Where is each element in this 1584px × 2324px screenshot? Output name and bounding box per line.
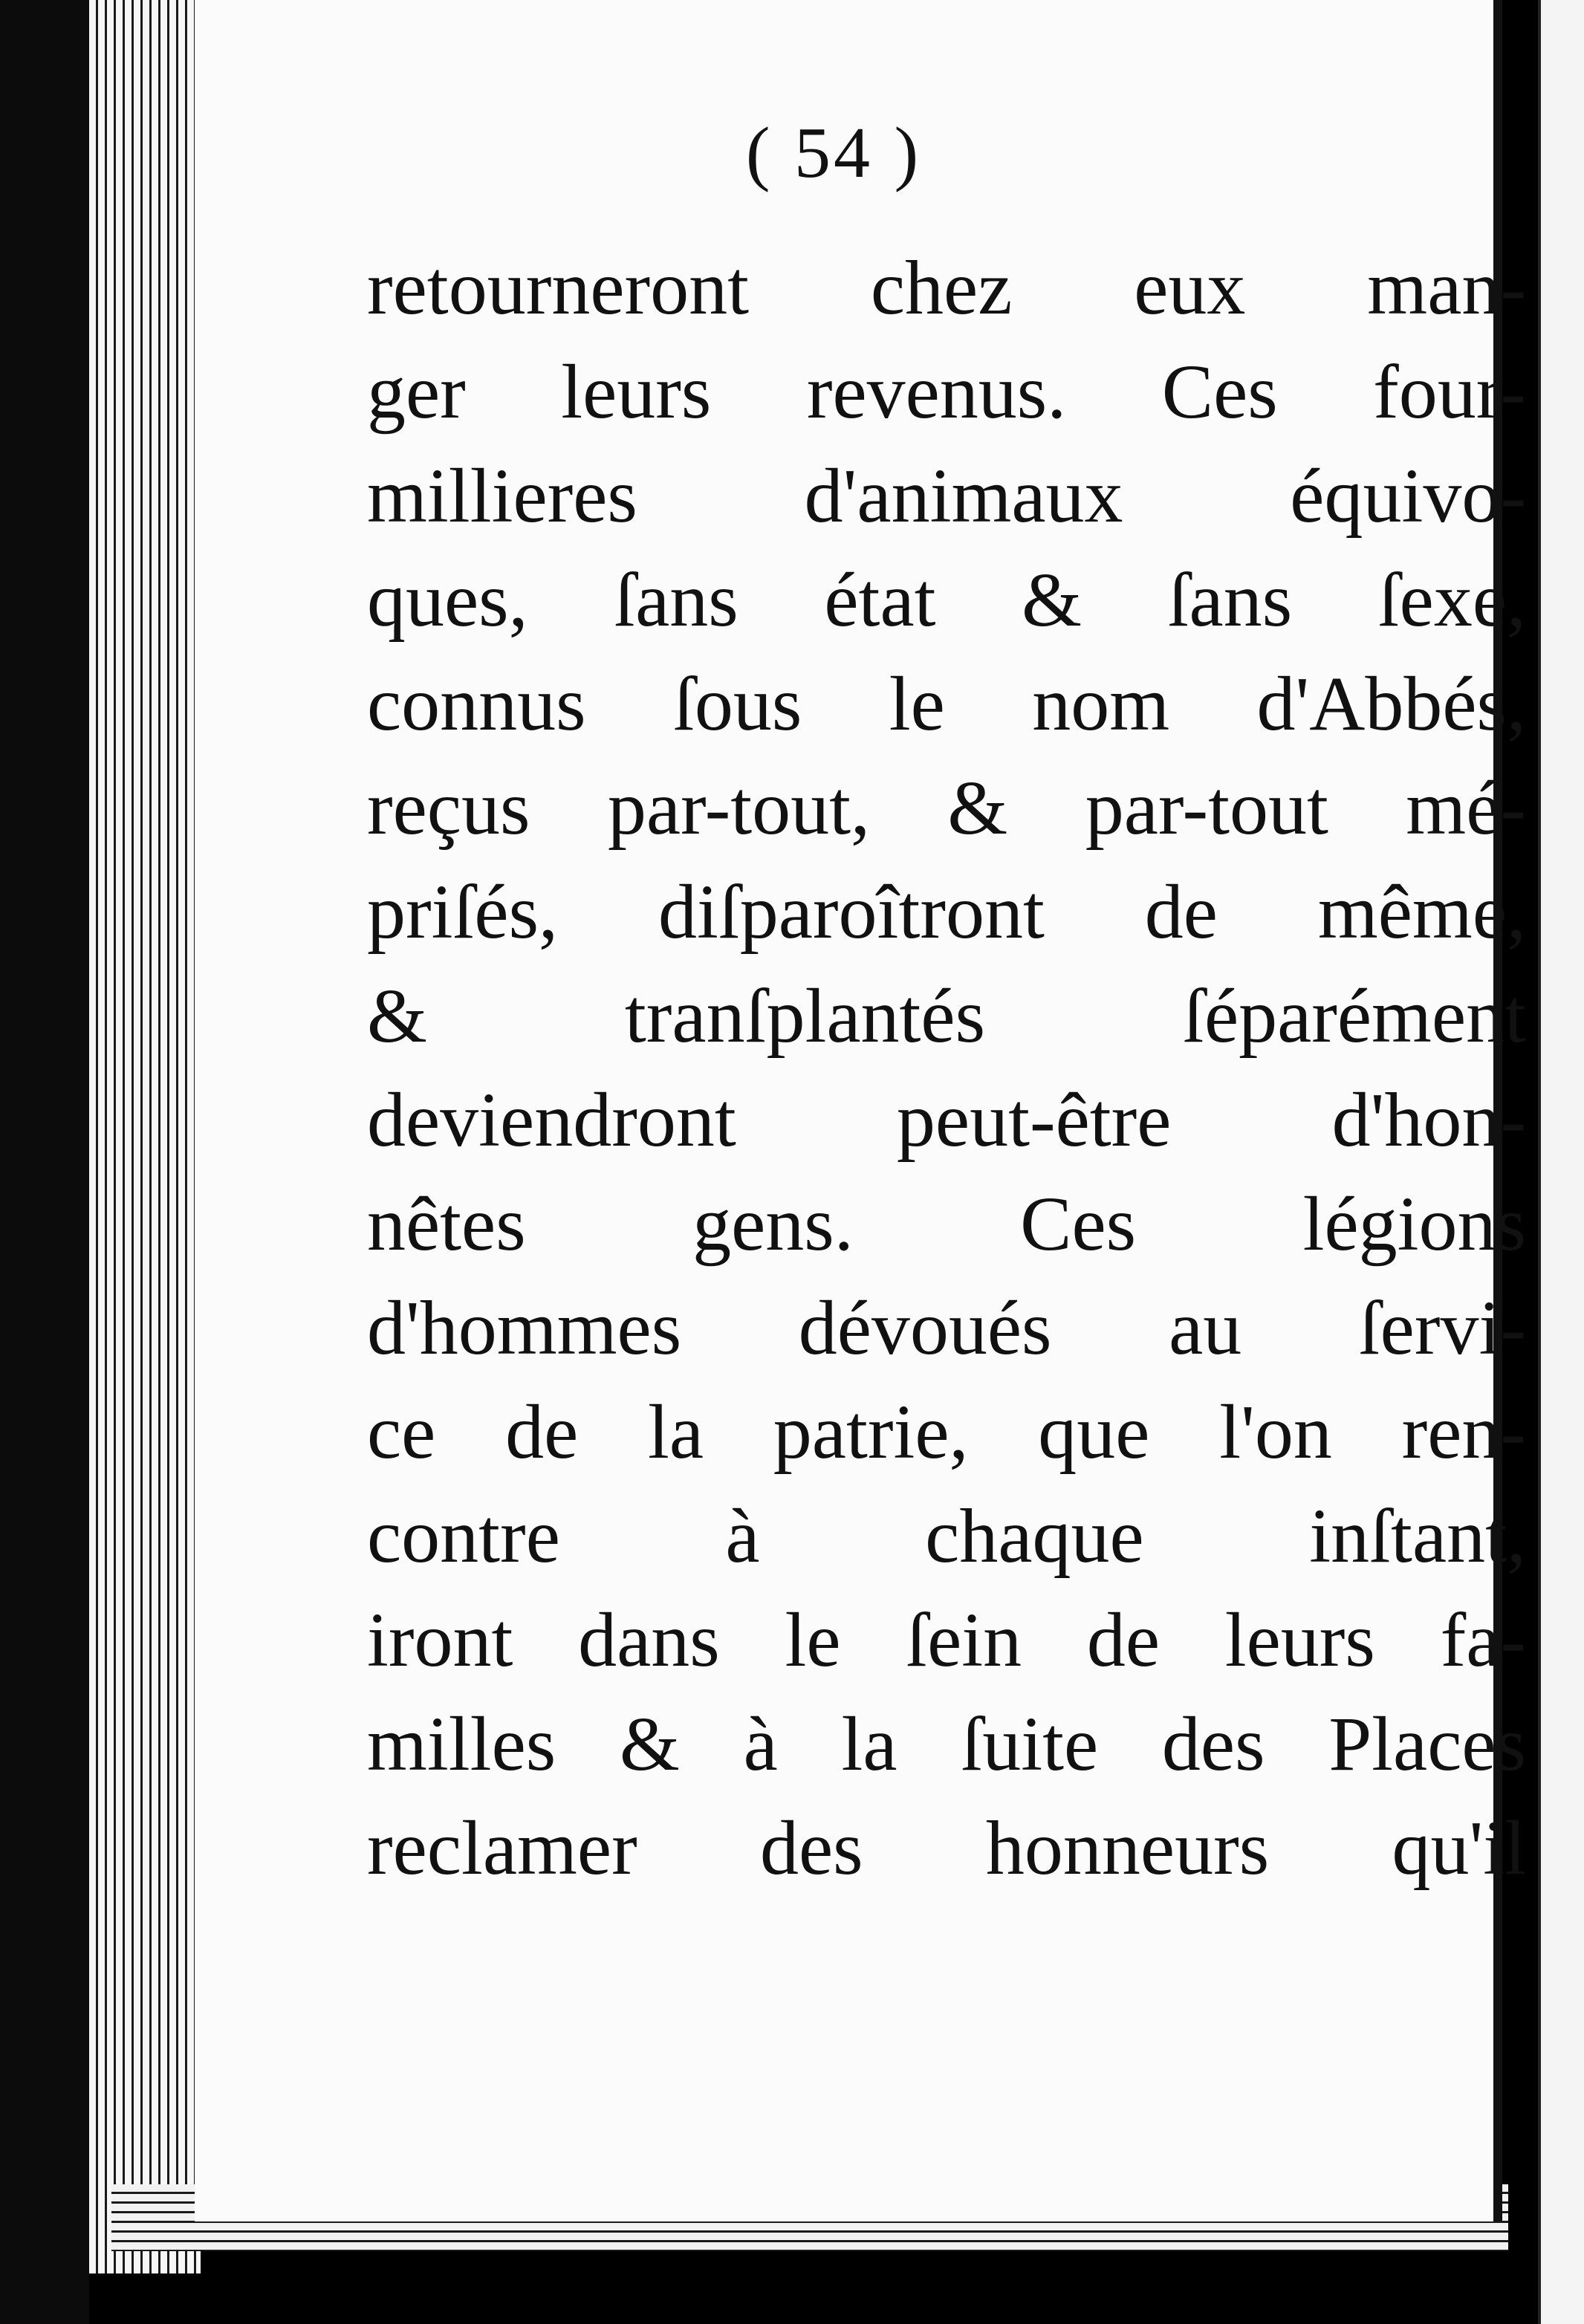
text-line: milles & à la ſuite des Places bbox=[367, 1701, 1526, 1787]
page-body-text bbox=[367, 236, 1526, 1901]
text-line: connus ſous le nom d'Abbés, bbox=[367, 661, 1526, 747]
text-line: priſés, diſparoîtront de même, bbox=[367, 869, 1526, 955]
book-page bbox=[195, 0, 1526, 2221]
page-edges-left bbox=[89, 0, 201, 2273]
text-line: & tranſplantés ſéparément bbox=[367, 973, 1526, 1059]
text-line: nêtes gens. Ces légions bbox=[367, 1181, 1526, 1267]
text-line: contre à chaque inſtant, bbox=[367, 1493, 1526, 1579]
facing-page-edge bbox=[1538, 0, 1584, 2324]
text-line: d'hommes dévoués au ſervi- bbox=[367, 1285, 1526, 1371]
text-line: ce de la patrie, que l'on ren- bbox=[367, 1389, 1526, 1475]
text-line: millieres d'animaux équivo- bbox=[367, 453, 1526, 539]
text-line: iront dans le ſein de leurs fa- bbox=[367, 1597, 1526, 1683]
text-line: deviendront peut-être d'hon- bbox=[367, 1077, 1526, 1163]
text-line: retourneront chez eux man- bbox=[367, 245, 1526, 331]
page-number: ( 54 ) bbox=[745, 113, 922, 193]
book-binding bbox=[0, 0, 89, 2324]
text-line: ques, ſans état & ſans ſexe, bbox=[367, 557, 1526, 643]
text-line: ger leurs revenus. Ces four- bbox=[367, 349, 1526, 435]
text-line: reclamer des honneurs qu'il bbox=[367, 1805, 1526, 1891]
text-line: reçus par-tout, & par-tout mé- bbox=[367, 765, 1526, 851]
